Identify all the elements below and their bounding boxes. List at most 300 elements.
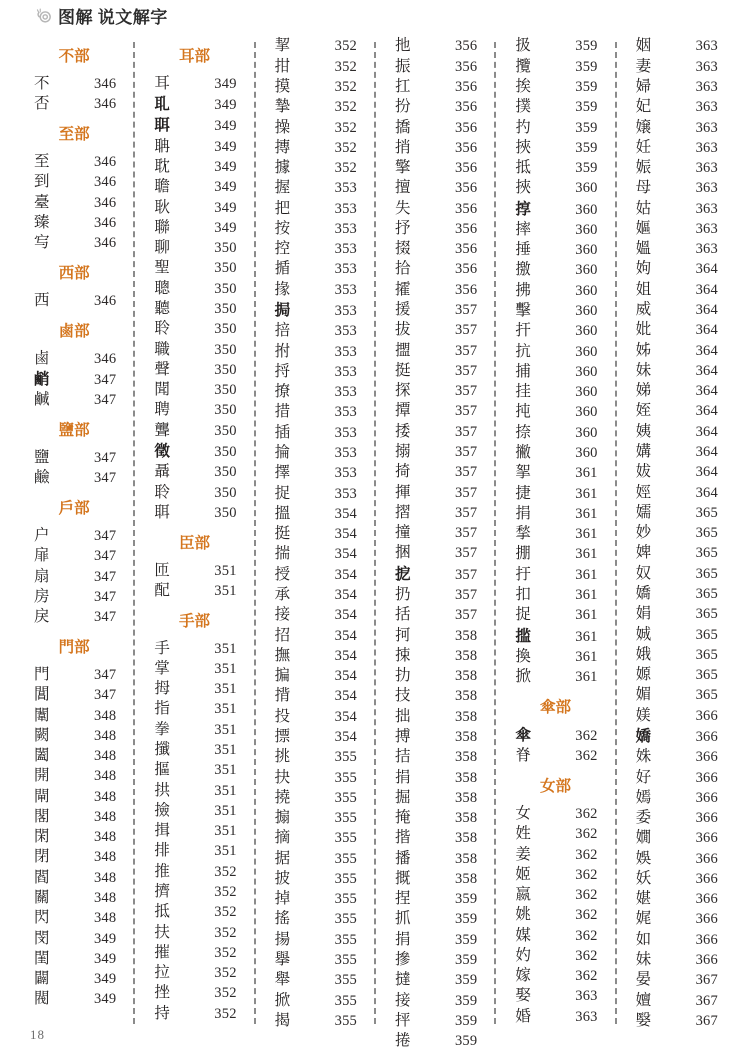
index-entry[interactable] [622,685,730,705]
index-entry[interactable] [261,443,369,463]
index-entry[interactable] [381,543,489,563]
index-entry[interactable] [20,290,128,310]
index-entry[interactable] [381,686,489,706]
index-entry[interactable] [20,468,128,488]
index-entry[interactable] [381,340,489,360]
index-entry[interactable] [501,503,609,523]
index-entry[interactable] [622,117,730,137]
index-entry[interactable] [20,928,128,948]
index-entry[interactable] [20,172,128,192]
index-entry[interactable] [622,320,730,340]
index-entry[interactable] [261,808,369,828]
entry-character: 㨃 [515,198,531,218]
index-entry[interactable] [261,564,369,584]
index-entry[interactable] [381,482,489,502]
index-entry[interactable] [261,300,369,321]
index-entry[interactable] [381,767,489,787]
radical-section-title: 至部 [58,126,90,144]
index-entry[interactable] [501,117,609,137]
index-entry[interactable] [381,381,489,401]
index-entry[interactable] [501,966,609,986]
index-entry[interactable] [381,1031,489,1051]
index-entry[interactable] [261,77,369,97]
index-entry[interactable] [622,462,730,482]
index-entry[interactable] [622,340,730,360]
index-entry[interactable] [140,177,248,197]
index-entry[interactable] [381,279,489,299]
index-entry[interactable] [501,301,609,321]
index-entry[interactable] [20,74,128,94]
index-entry[interactable] [261,767,369,787]
index-entry[interactable] [622,158,730,178]
index-entry[interactable] [381,300,489,320]
index-entry[interactable] [20,526,128,546]
index-entry[interactable] [261,219,369,239]
index-entry[interactable] [381,421,489,441]
index-entry[interactable] [20,847,128,867]
entry-character: 捋 [274,361,291,380]
index-entry[interactable] [622,421,730,441]
index-entry[interactable] [381,401,489,421]
index-entry[interactable] [501,746,609,766]
index-entry[interactable] [622,1011,730,1031]
index-entry[interactable] [261,56,369,76]
index-entry[interactable] [501,483,609,503]
index-entry[interactable] [501,260,609,280]
index-entry[interactable] [140,94,248,115]
entry-page-number: 367 [695,992,718,1009]
index-entry[interactable] [261,362,369,382]
index-entry[interactable] [140,319,248,339]
index-entry[interactable] [261,36,369,56]
index-entry[interactable] [261,605,369,625]
index-entry[interactable] [381,585,489,605]
index-entry[interactable] [140,115,248,136]
index-entry[interactable] [622,77,730,97]
index-entry[interactable] [381,77,489,97]
index-entry[interactable] [622,97,730,117]
entry-character: 如 [635,929,652,948]
index-entry[interactable] [622,644,730,664]
index-entry[interactable] [20,607,128,627]
index-entry[interactable] [261,990,369,1010]
index-entry[interactable] [501,885,609,905]
index-entry[interactable] [261,503,369,523]
index-entry[interactable] [140,217,248,237]
index-entry[interactable] [501,402,609,422]
entry-character: 娣 [635,381,652,400]
index-entry[interactable] [381,56,489,76]
index-entry[interactable] [622,502,730,522]
index-entry[interactable] [140,502,248,522]
index-entry[interactable] [622,869,730,889]
index-entry[interactable] [381,320,489,340]
index-entry[interactable] [381,889,489,909]
entry-page-number: 349 [214,219,237,236]
index-entry[interactable] [261,483,369,503]
entry-page-number: 366 [695,707,718,724]
index-entry[interactable] [501,544,609,564]
index-entry[interactable] [622,889,730,909]
index-entry[interactable] [381,563,489,584]
index-entry[interactable] [20,786,128,806]
index-entry[interactable] [140,922,248,942]
entry-character: 妃 [635,97,652,116]
index-entry[interactable] [261,341,369,361]
index-entry[interactable] [140,380,248,400]
index-entry[interactable] [261,666,369,686]
index-entry[interactable] [622,482,730,502]
index-entry[interactable] [140,420,248,440]
index-entry[interactable] [622,442,730,462]
index-entry[interactable] [20,212,128,232]
index-entry[interactable] [501,362,609,382]
index-entry[interactable] [381,787,489,807]
index-entry[interactable] [140,339,248,359]
entry-page-number: 360 [575,424,598,441]
index-entry[interactable] [261,950,369,970]
index-entry[interactable] [501,667,609,687]
index-entry[interactable] [140,238,248,258]
index-entry[interactable] [381,828,489,848]
index-entry[interactable] [501,321,609,341]
index-entry[interactable] [140,638,248,658]
index-entry[interactable] [261,402,369,422]
entry-character: 姑 [635,198,652,217]
index-entry[interactable] [20,807,128,827]
entry-character: 擠 [154,882,170,901]
index-entry[interactable] [20,192,128,212]
index-entry[interactable] [20,969,128,989]
index-entry[interactable] [20,348,128,368]
index-entry[interactable] [381,706,489,726]
index-entry[interactable] [622,726,730,747]
entry-character: 妣 [635,320,652,339]
index-entry[interactable] [381,848,489,868]
index-entry[interactable] [140,299,248,319]
index-entry[interactable] [501,585,609,605]
index-entry[interactable] [140,482,248,502]
index-entry[interactable] [501,564,609,584]
index-entry[interactable] [501,646,609,666]
index-entry[interactable] [140,760,248,780]
index-entry[interactable] [381,808,489,828]
index-entry[interactable] [20,949,128,969]
index-entry[interactable] [20,390,128,410]
index-entry[interactable] [20,587,128,607]
index-entry[interactable] [261,422,369,442]
index-entry[interactable] [381,625,489,645]
index-entry[interactable] [261,117,369,137]
index-entry[interactable] [261,239,369,259]
index-entry[interactable] [381,97,489,117]
entry-page-number: 355 [334,911,357,928]
index-entry[interactable] [20,725,128,745]
index-entry[interactable] [381,1011,489,1031]
index-entry[interactable] [622,381,730,401]
index-entry[interactable] [501,240,609,260]
index-entry[interactable] [261,279,369,299]
index-entry[interactable] [622,929,730,949]
index-entry[interactable] [622,787,730,807]
index-entry[interactable] [622,747,730,767]
index-entry[interactable] [501,36,609,56]
index-entry[interactable] [261,787,369,807]
index-entry[interactable] [140,740,248,760]
index-entry[interactable] [381,950,489,970]
index-entry[interactable] [261,321,369,341]
index-entry[interactable] [140,679,248,699]
index-entry[interactable] [501,625,609,646]
index-entry[interactable] [622,990,730,1010]
index-entry[interactable] [140,841,248,861]
index-entry[interactable] [140,963,248,983]
index-entry[interactable] [501,864,609,884]
entry-page-number: 362 [575,727,598,744]
index-entry[interactable] [501,422,609,442]
index-entry[interactable] [381,117,489,137]
index-entry[interactable] [381,909,489,929]
index-entry[interactable] [381,929,489,949]
entry-character: 招 [274,625,291,644]
index-entry[interactable] [261,929,369,949]
index-entry[interactable] [622,259,730,279]
index-entry[interactable] [20,233,128,253]
index-entry[interactable] [622,563,730,583]
index-entry[interactable] [501,725,609,746]
index-entry[interactable] [381,442,489,462]
index-entry[interactable] [622,705,730,725]
index-entry[interactable] [622,300,730,320]
index-entry[interactable] [622,36,730,56]
index-entry[interactable] [501,137,609,157]
index-entry[interactable] [501,925,609,945]
index-entry[interactable] [140,197,248,217]
index-entry[interactable] [140,882,248,902]
index-entry[interactable] [140,780,248,800]
index-entry[interactable] [261,137,369,157]
index-entry[interactable] [381,178,489,198]
entry-page-number: 352 [214,884,237,901]
index-entry[interactable] [381,869,489,889]
index-entry[interactable] [381,605,489,625]
index-entry[interactable] [140,1003,248,1023]
index-entry[interactable] [140,359,248,379]
index-entry[interactable] [501,844,609,864]
index-entry[interactable] [261,970,369,990]
index-entry[interactable] [140,861,248,881]
index-entry[interactable] [140,821,248,841]
index-entry[interactable] [501,986,609,1006]
index-entry[interactable] [622,361,730,381]
index-entry[interactable] [20,827,128,847]
index-entry[interactable] [622,767,730,787]
index-entry[interactable] [622,239,730,259]
index-entry[interactable] [622,401,730,421]
index-entry[interactable] [501,382,609,402]
index-entry[interactable] [140,560,248,580]
index-entry[interactable] [20,766,128,786]
index-entry[interactable] [140,74,248,94]
index-entry[interactable] [622,137,730,157]
index-entry[interactable] [261,524,369,544]
index-entry[interactable] [381,219,489,239]
index-entry[interactable] [261,706,369,726]
index-entry[interactable] [140,719,248,739]
index-entry[interactable] [622,665,730,685]
index-entry[interactable] [261,158,369,178]
index-entry[interactable] [381,259,489,279]
index-entry[interactable] [20,746,128,766]
index-entry[interactable] [140,157,248,177]
index-entry[interactable] [622,523,730,543]
index-entry[interactable] [381,645,489,665]
index-entry[interactable] [381,666,489,686]
index-entry[interactable] [501,178,609,198]
entry-page-number: 353 [334,220,357,237]
index-entry[interactable] [140,902,248,922]
entry-character: 擅 [394,178,411,197]
index-entry[interactable] [501,905,609,925]
index-entry[interactable] [622,178,730,198]
index-entry[interactable] [622,848,730,868]
index-entry[interactable] [501,443,609,463]
index-entry[interactable] [20,908,128,928]
index-entry[interactable] [501,158,609,178]
index-entry[interactable] [20,369,128,390]
entry-character: 鹽 [34,447,50,466]
index-entry[interactable] [261,828,369,848]
index-entry[interactable] [622,909,730,929]
index-entry[interactable] [381,462,489,482]
index-entry[interactable] [501,824,609,844]
entry-character: 姊 [635,340,652,359]
index-entry[interactable] [140,580,248,600]
index-entry[interactable] [622,56,730,76]
index-entry[interactable] [622,219,730,239]
index-entry[interactable] [381,727,489,747]
index-entry[interactable] [381,990,489,1010]
index-entry[interactable] [261,625,369,645]
index-entry[interactable] [261,259,369,279]
index-entry[interactable] [261,889,369,909]
index-entry[interactable] [261,585,369,605]
index-entry[interactable] [20,867,128,887]
index-entry[interactable] [501,1006,609,1026]
index-entry[interactable] [501,946,609,966]
index-entry[interactable] [140,801,248,821]
index-entry[interactable] [381,747,489,767]
entry-page-number: 365 [695,646,718,663]
index-entry[interactable] [140,136,248,156]
index-entry[interactable] [622,584,730,604]
index-entry[interactable] [140,659,248,679]
index-entry[interactable] [261,727,369,747]
index-entry[interactable] [140,258,248,278]
index-entry[interactable] [261,869,369,889]
index-entry[interactable] [140,441,248,462]
index-entry[interactable] [140,462,248,482]
index-entry[interactable] [140,400,248,420]
index-entry[interactable] [501,77,609,97]
index-entry[interactable] [261,686,369,706]
index-entry[interactable] [20,152,128,172]
entry-page-number: 350 [214,341,237,358]
index-entry[interactable] [261,97,369,117]
index-entry[interactable] [381,158,489,178]
index-entry[interactable] [20,566,128,586]
index-entry[interactable] [501,220,609,240]
index-entry[interactable] [261,463,369,483]
index-entry[interactable] [381,970,489,990]
index-entry[interactable] [140,942,248,962]
index-entry[interactable] [20,546,128,566]
index-entry[interactable] [381,239,489,259]
index-entry[interactable] [381,523,489,543]
entry-page-number: 361 [575,465,598,482]
index-entry[interactable] [140,278,248,298]
index-entry[interactable] [381,36,489,56]
index-entry[interactable] [20,888,128,908]
index-entry[interactable] [261,1011,369,1031]
index-entry[interactable] [622,604,730,624]
index-entry[interactable] [501,198,609,219]
index-entry[interactable] [501,56,609,76]
index-entry[interactable] [381,137,489,157]
index-entry[interactable] [261,909,369,929]
index-entry[interactable] [622,543,730,563]
index-entry[interactable] [622,970,730,990]
index-entry[interactable] [622,828,730,848]
index-entry[interactable] [20,989,128,1009]
index-entry[interactable] [622,624,730,644]
index-entry[interactable] [20,448,128,468]
index-entry[interactable] [261,178,369,198]
index-entry[interactable] [622,808,730,828]
entry-character: 措 [274,402,291,421]
index-entry[interactable] [20,94,128,114]
index-entry[interactable] [622,279,730,299]
index-entry[interactable] [501,97,609,117]
index-entry[interactable] [261,198,369,218]
index-entry[interactable] [622,950,730,970]
entry-page-number: 359 [575,139,598,156]
index-entry[interactable] [501,463,609,483]
index-entry[interactable] [261,382,369,402]
index-entry[interactable] [140,983,248,1003]
index-entry[interactable] [501,524,609,544]
index-entry[interactable] [381,361,489,381]
entry-page-number: 356 [454,38,478,55]
index-entry[interactable] [20,685,128,705]
index-entry[interactable] [20,665,128,685]
index-entry[interactable] [261,747,369,767]
index-entry[interactable] [20,705,128,725]
index-entry[interactable] [501,280,609,300]
index-entry[interactable] [381,502,489,522]
index-entry[interactable] [261,645,369,665]
index-entry[interactable] [501,804,609,824]
entry-page-number: 349 [214,75,237,92]
index-entry[interactable] [501,341,609,361]
entry-character: 捉 [274,483,291,502]
index-entry[interactable] [261,848,369,868]
index-entry[interactable] [501,605,609,625]
index-entry[interactable] [261,544,369,564]
index-entry[interactable] [140,699,248,719]
index-entry[interactable] [381,198,489,218]
index-entry[interactable] [622,198,730,218]
